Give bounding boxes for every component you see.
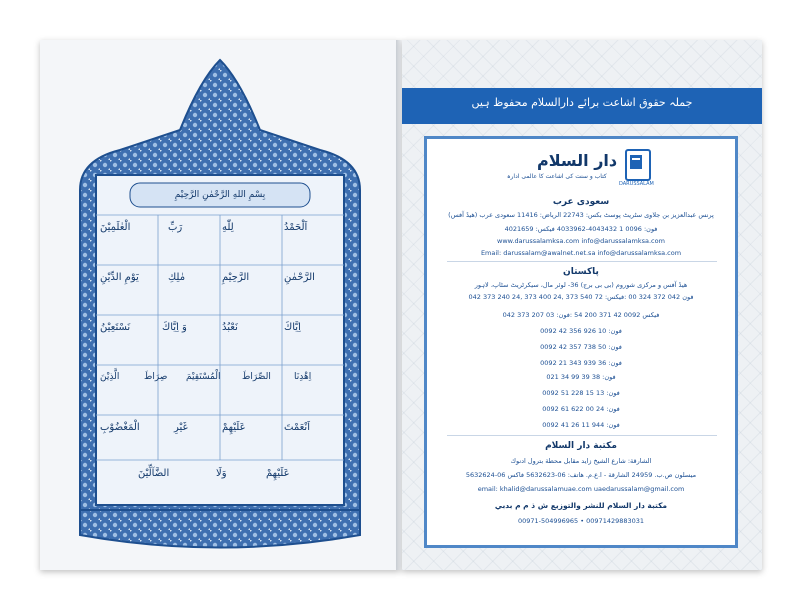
pakistan-line: 042 373 240 24, 373 400 24, 373 540 72 :فون 042 372 324 00 :فیکس [468, 293, 694, 301]
word-cell: رَبِّ [168, 222, 183, 233]
word-cell: الَّذِيْنَ [100, 372, 120, 382]
pakistan-line: 0092 42 357 738 50 :فون [540, 343, 622, 351]
word-cell: الضَّآلِّيْنَ [138, 468, 170, 479]
word-cell: الرَّحْمٰنِ [284, 272, 315, 283]
word-cell: اَنْعَمْتَ [284, 422, 310, 433]
word-cell: اِيَّاكَ [284, 322, 301, 333]
uae-line: مكتبة دار السلام للنشر والتوزيع ش ذ م م بدبي [494, 501, 668, 510]
word-cell: الصِّرَاطَ [242, 372, 271, 382]
uae-line: ميسلون ص.ب. 24959 الشارقة - ا.ع.م. هاتف: 06-5632623 فاكس 06-5632624 [465, 471, 697, 479]
divider [447, 261, 717, 262]
pakistan-line: 0092 42 356 926 10 :فون [540, 327, 622, 335]
pakistan-line: 0092 51 228 15 13 :فون [542, 389, 620, 397]
pakistan-line: 021 34 99 39 38 :فون [546, 373, 616, 381]
quran-frame [40, 40, 400, 570]
word-cell: الْمَغْضُوْبِ [100, 422, 140, 433]
book-stand-icon [627, 151, 645, 175]
pakistan-line: 0092 21 343 939 36 :فون [540, 359, 622, 367]
word-cell: الْمُسْتَقِيْمَ [186, 372, 221, 382]
word-cell: عَلَيْهِمْ [266, 468, 290, 479]
saudi-email: Email: darussalam@awalnet.net.sa info@darussalamksa.com [480, 249, 682, 257]
open-book [40, 40, 762, 570]
word-cell: وَ اِيَّاكَ [162, 322, 187, 333]
left-page [40, 40, 400, 570]
word-cell: اِهْدِنَا [294, 372, 312, 382]
word-cell: وَلَا [216, 468, 227, 479]
uae-line: 00971-504996965 • 00971429883031 [517, 517, 645, 525]
word-cell: غَيْرِ [174, 422, 188, 433]
pakistan-line: 0092 41 26 11 944 :فون [542, 421, 620, 429]
publisher-panel [424, 136, 738, 548]
publisher-name: دار السلام [537, 151, 618, 170]
right-page [402, 40, 762, 570]
uae-line: email: khalid@darussalamuae.com uaedarussalam@gmail.com [477, 485, 685, 493]
word-cell: مٰلِكِ [168, 272, 186, 283]
bismillah: بِسْمِ اللهِ الرَّحْمٰنِ الرَّحِيْمِ [174, 190, 266, 200]
pakistan-heading: پاکستان [563, 267, 599, 277]
uae-line: الشارقة: شارع الشيخ زايد مقابل محطة بترول ادنوك [510, 457, 652, 465]
darussalam-logo-icon [625, 149, 651, 181]
pakistan-line: ھیڈ آفس و مرکزی شوروم (بی بی برج) 36- لوئر مال، سیکرٹریٹ سٹاپ، لاہور [474, 281, 688, 289]
publisher-tagline: کتاب و سنت کی اشاعت کا عالمی ادارہ [507, 173, 607, 180]
logo-caption: DARUSSALAM [619, 181, 654, 187]
word-cell: يَوْمِ الدِّيْنِ [100, 272, 139, 283]
uae-heading: مكتبة دار السلام [545, 441, 617, 451]
saudi-web: www.darussalamksa.com info@darussalamksa.com [497, 237, 665, 245]
divider [447, 435, 717, 436]
pakistan-line: 0092 61 622 00 24 :فون [542, 405, 620, 413]
copyright-text: جملہ حقوق اشاعت برائے دارالسلام محفوظ ہیں [471, 96, 693, 109]
saudi-heading: سعودی عرب [552, 197, 610, 207]
word-cell: اَلْحَمْدُ [284, 222, 308, 233]
word-cell: الرَّحِيْمِ [222, 272, 250, 283]
word-cell: عَلَيْهِمْ [222, 422, 246, 433]
word-cell: نَعْبُدُ [222, 322, 238, 333]
pakistan-line: 042 373 207 03 :فیکس 0092 42 371 200 54 :فون [502, 311, 660, 319]
word-cell: نَسْتَعِيْنُ [100, 322, 131, 333]
saudi-phone: فون: 0096 1 4043432-4033962 فیکس: 4021659 [504, 225, 658, 233]
word-cell: الْعٰلَمِيْنَ [100, 222, 131, 233]
word-cell: لِلّٰهِ [222, 222, 234, 233]
saudi-address: (ھیڈ آفس) پرنس عبدالعزیز بن جلاوی سٹریٹ پوسٹ بکس: 22743 الریاض: 11416 سعودی عرب [448, 211, 714, 219]
word-cell: صِرَاطَ [144, 372, 168, 382]
